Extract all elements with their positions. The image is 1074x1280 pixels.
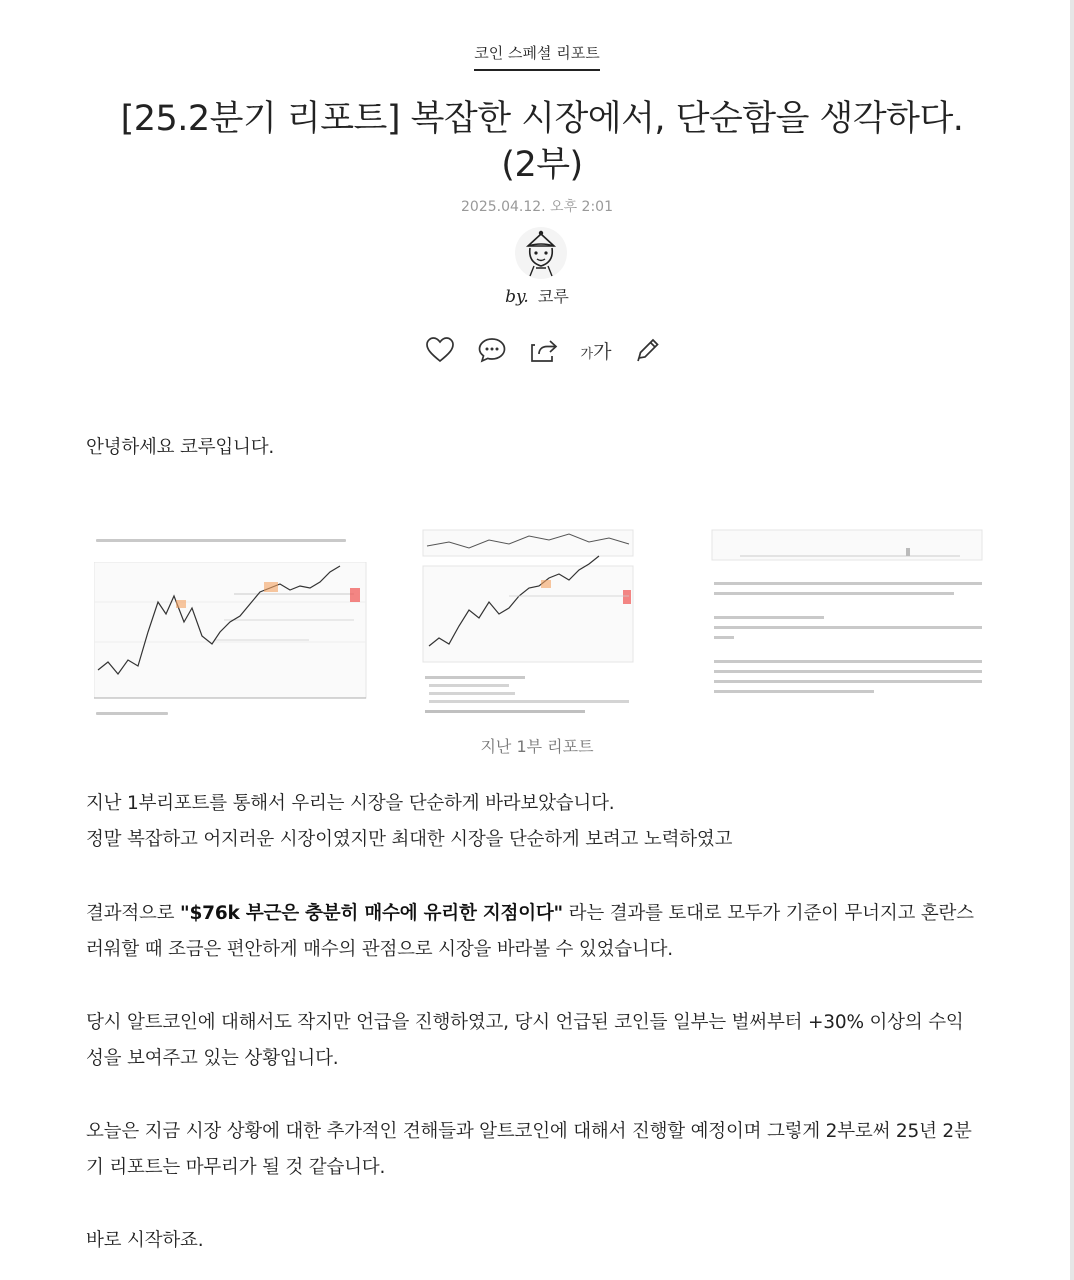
paragraph-3-line-2: 성을 보여주고 있는 상황입니다.	[86, 1048, 339, 1069]
paragraph-2	[86, 896, 1006, 968]
text-image-3	[710, 526, 992, 722]
heart-icon	[426, 337, 454, 363]
font-size-button[interactable]	[580, 334, 612, 366]
paragraph-1	[86, 786, 1006, 858]
byline	[0, 284, 1074, 307]
paragraph-4	[86, 1114, 1006, 1186]
gallery-caption: 지난 1부 리포트	[480, 737, 594, 756]
category-label-wrap	[0, 42, 1074, 71]
paragraph-5: 바로 시작하죠.	[86, 1230, 204, 1251]
author-name[interactable]: 코루	[537, 287, 569, 306]
gallery-image-3[interactable]	[710, 526, 992, 722]
comment-icon	[478, 337, 506, 363]
comment-button[interactable]	[476, 334, 508, 366]
gallery-image-2[interactable]	[399, 526, 681, 722]
paragraph-2-line-1: 결과적으로 "$76k 부근은 충분히 매수에 유리한 지점이다" 라는 결과를 토대로 모두가 기준이 무너지고 혼란스	[86, 903, 974, 924]
paragraph-2-line-2: 러워할 때 조금은 편안하게 매수의 관점으로 시장을 바라볼 수 있었습니다.	[86, 939, 673, 960]
gallery-image-1[interactable]	[88, 526, 370, 722]
paragraph-4-line-1: 오늘은 지금 시장 상황에 대한 추가적인 견해들과 알트코인에 대해서 진행할 예정이며 그렇게 2부로써 25년 2분	[86, 1121, 972, 1142]
edit-icon	[634, 337, 662, 363]
chart-image-2	[399, 526, 681, 722]
paragraph-4-line-2: 기 리포트는 마무리가 될 것 같습니다.	[86, 1157, 386, 1178]
paragraph-1-line-1: 지난 1부리포트를 통해서 우리는 시장을 단순하게 바라보았습니다.	[86, 793, 615, 814]
edit-button[interactable]	[632, 334, 664, 366]
article-title: [25.2분기 리포트] 복잡한 시장에서, 단순함을 생각하다. (2부)	[120, 99, 964, 185]
author-avatar-drawing	[514, 226, 568, 280]
article-actions	[424, 334, 664, 366]
publish-date: 2025.04.12. 오후 2:01	[461, 199, 613, 215]
chart-image-1	[94, 562, 370, 712]
greeting-paragraph: 안녕하세요 코루입니다.	[86, 437, 275, 458]
paragraph-1-line-2: 정말 복잡하고 어지러운 시장이였지만 최대한 시장을 단순하게 보려고 노력하였고	[86, 829, 733, 850]
key-statement: "$76k 부근은 충분히 매수에 유리한 지점이다"	[180, 903, 563, 924]
paragraph-3-line-1: 당시 알트코인에 대해서도 작지만 언급을 진행하였고, 당시 언급된 코인들 일부는 벌써부터 +30% 이상의 수익	[86, 1012, 964, 1033]
share-button[interactable]	[528, 334, 560, 366]
like-button[interactable]	[424, 334, 456, 366]
report-gallery	[88, 526, 992, 722]
category-link[interactable]: 코인 스페셜 리포트	[474, 42, 599, 71]
author-avatar[interactable]	[514, 226, 568, 280]
font-size-icon: 가가	[580, 340, 612, 363]
byline-prefix: by.	[505, 287, 529, 307]
page-edge	[1070, 0, 1074, 1280]
share-icon	[530, 337, 558, 363]
paragraph-3	[86, 1005, 1006, 1077]
